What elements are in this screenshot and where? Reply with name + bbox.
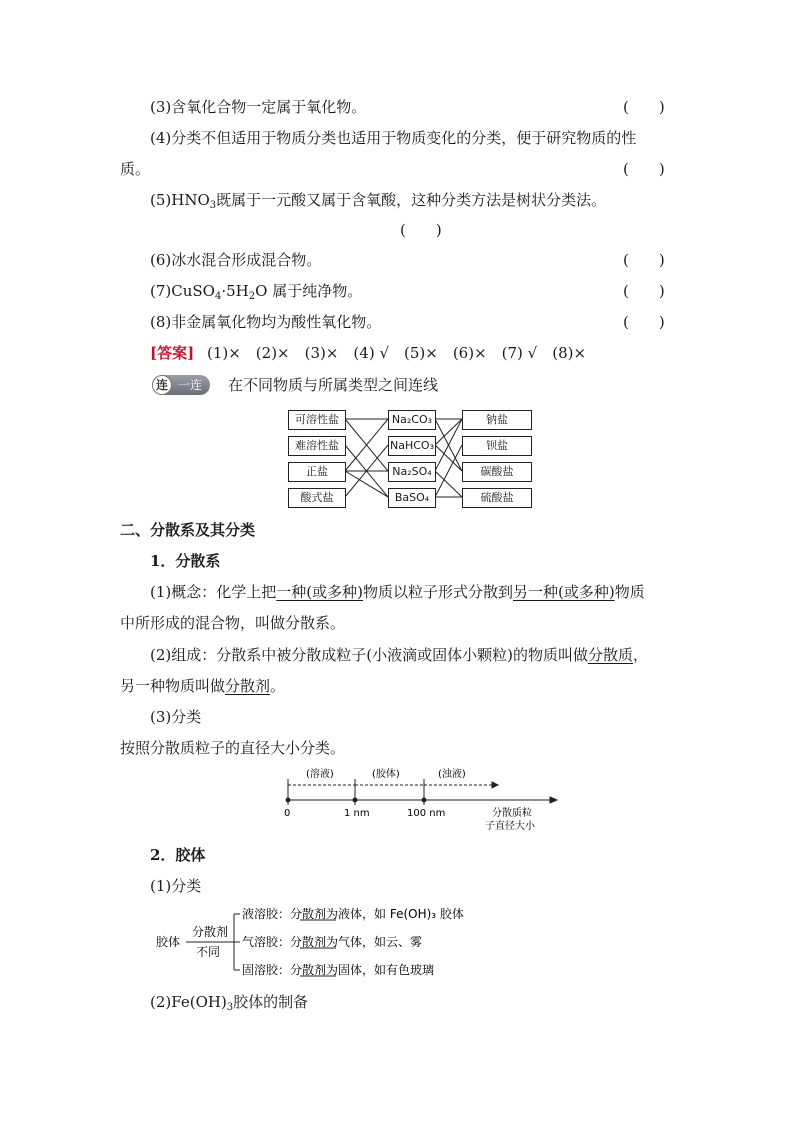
- axis-title-2: 子直径大小: [485, 821, 535, 832]
- left-box-1: 可溶性盐: [288, 410, 346, 430]
- question-7: $(7)CuSO_4\cdot 5H_2O$ 属于纯净物。: [150, 282, 363, 302]
- preparation-title: $(2)Fe(OH)_3$胶体的制备: [150, 993, 309, 1013]
- answer-label: [答案]: [150, 344, 195, 362]
- tree-root: 胶体: [156, 935, 181, 949]
- answer-paren-7: ( ): [623, 282, 665, 300]
- right-box-4: 硫酸盐: [462, 488, 532, 508]
- subsection-colloid: 2．胶体: [150, 846, 206, 864]
- answer-text: (1)× (2)× (3)× (4) √ (5)× (6)× (7) √ (8)×: [206, 344, 587, 362]
- left-box-3: 正盐: [288, 462, 346, 482]
- colloid-tree: [150, 900, 510, 982]
- composition-line-2: 另一种物质叫做分散剂。: [120, 677, 286, 695]
- tree-branch-solid: 固溶胶：分散剂为固体，如有色玻璃: [242, 963, 435, 977]
- concept-line-2: 中所形成的混合物，叫做分散系。: [120, 614, 346, 632]
- axis-label-solution: (溶液): [306, 769, 334, 780]
- axis-tick-1nm: 1 nm: [344, 808, 370, 819]
- question-6: (6)冰水混合形成混合物。: [150, 251, 322, 269]
- right-box-1: 钠盐: [462, 410, 532, 430]
- question-4-line-1: (4)分类不但适用于物质分类也适用于物质变化的分类，便于研究物质的性: [150, 129, 637, 147]
- answer-paren-4: ( ): [623, 160, 665, 178]
- colloid-class-title: (1)分类: [150, 877, 202, 895]
- left-box-4: 酸式盐: [288, 488, 346, 508]
- question-5: $(5)HNO_3$既属于一元酸又属于含氧酸，这种分类方法是树状分类法。: [150, 191, 607, 211]
- tree-edge-bottom: 不同: [196, 945, 221, 959]
- right-box-2: 钡盐: [462, 436, 532, 456]
- tree-branch-liquid: 液溶胶：分散剂为液体，如 Fe(OH)₃ 胶体: [242, 907, 464, 921]
- composition-line-1: (2)组成：分散系中被分散成粒子(小液滴或固体小颗粒)的物质叫做分散质，: [150, 646, 648, 664]
- axis-label-suspension: (浊液): [438, 769, 466, 780]
- middle-box-4: BaSO₄: [388, 488, 436, 508]
- answer-line: [150, 343, 586, 363]
- connect-title: 在不同物质与所属类型之间连线: [228, 376, 439, 394]
- axis-tick-100nm: 100 nm: [407, 808, 446, 819]
- left-box-2: 难溶性盐: [288, 436, 346, 456]
- concept-line-1: (1)概念：化学上把一种(或多种)物质以粒子形式分散到另一种(或多种)物质: [150, 583, 645, 601]
- middle-box-3: Na₂SO₄: [388, 462, 436, 482]
- axis-title-1: 分散质粒: [492, 808, 532, 819]
- tree-edge-top: 分散剂: [192, 925, 229, 939]
- answer-paren-3: ( ): [623, 98, 665, 116]
- answer-paren-8: ( ): [623, 313, 665, 331]
- section-title: 二、分散系及其分类: [120, 521, 256, 539]
- answer-paren-6: ( ): [623, 251, 665, 269]
- answer-paren-5: ( ): [400, 221, 442, 239]
- middle-box-1: Na₂CO₃: [388, 410, 436, 430]
- connect-badge-icon: 连 一连: [152, 375, 210, 395]
- tree-branch-gas: 气溶胶：分散剂为气体，如云、雾: [242, 935, 423, 949]
- middle-box-2: NaHCO₃: [388, 436, 436, 456]
- right-box-3: 碳酸盐: [462, 462, 532, 482]
- axis-tick-0: 0: [284, 808, 291, 819]
- question-8: (8)非金属氧化物均为酸性氧化物。: [150, 313, 382, 331]
- question-3: (3)含氧化合物一定属于氧化物。: [150, 98, 367, 116]
- classification-title: (3)分类: [150, 708, 202, 726]
- question-4-line-2: 质。: [120, 160, 151, 178]
- subsection-dispersion: 1．分散系: [150, 552, 221, 570]
- particle-size-axis: [270, 765, 560, 835]
- classification-desc: 按照分散质粒子的直径大小分类。: [120, 739, 346, 757]
- axis-label-colloid: (胶体): [372, 769, 400, 780]
